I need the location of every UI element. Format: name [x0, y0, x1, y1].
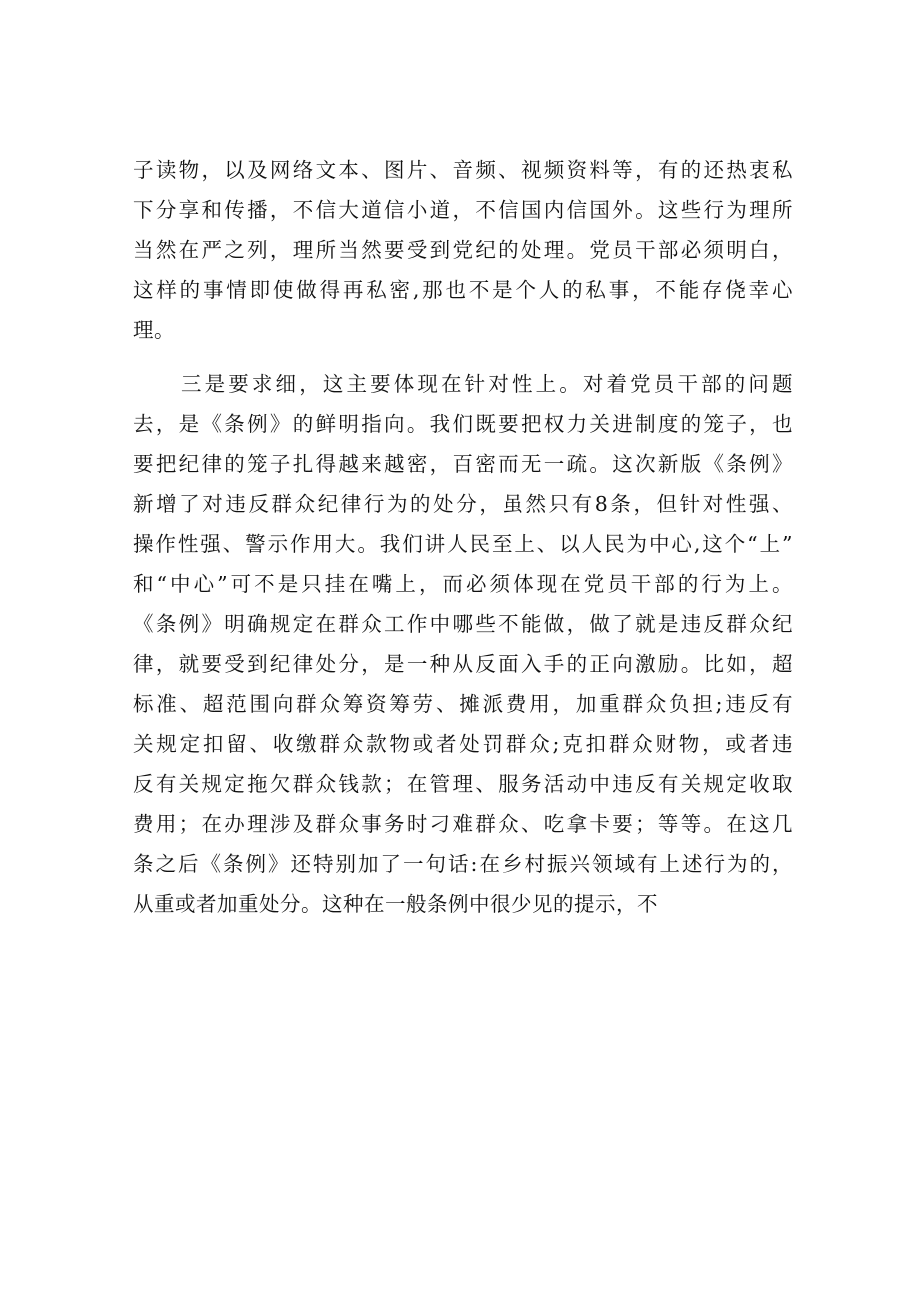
text-line: 和“中心”可不是只挂在嘴上，而必须体现在党员干部的行为上。: [133, 572, 793, 596]
text-line: 要把纪律的笼子扎得越来越密，百密而无一疏。这次新版《条例》: [133, 452, 793, 476]
text-line: 标准、超范围向群众筹资筹劳、摊派费用，加重群众负担;违反有: [133, 692, 793, 716]
text-line: 去，是《条例》的鲜明指向。我们既要把权力关进制度的笼子，也: [133, 412, 793, 436]
text-line: 理。: [133, 318, 175, 342]
text-line: 子读物，以及网络文本、图片、音频、视频资料等，有的还热衷私: [133, 158, 793, 182]
text-line: 条之后《条例》还特别加了一句话:在乡村振兴领域有上述行为的，: [133, 852, 793, 876]
body-text: [133, 150, 793, 924]
text-line: 关规定扣留、收缴群众款物或者处罚群众;克扣群众财物，或者违: [133, 732, 793, 756]
text-line: 三是要求细，这主要体现在针对性上。对着党员干部的问题: [181, 372, 793, 396]
text-line: 这样的事情即使做得再私密,那也不是个人的私事，不能存侥幸心: [133, 278, 793, 302]
text-line: 律，就要受到纪律处分，是一种从反面入手的正向激励。比如，超: [133, 652, 793, 676]
text-line: 从重或者加重处分。这种在一般条例中很少见的提示，不: [133, 892, 658, 916]
text-line: 《条例》明确规定在群众工作中哪些不能做，做了就是违反群众纪: [133, 612, 793, 636]
paragraph-gap: [133, 350, 793, 364]
text-line: 操作性强、警示作用大。我们讲人民至上、以人民为中心,这个“上”: [133, 532, 793, 556]
text-line: 反有关规定拖欠群众钱款；在管理、服务活动中违反有关规定收取: [133, 772, 793, 796]
paragraph-1: [133, 150, 793, 350]
text-line: 下分享和传播，不信大道信小道，不信国内信国外。这些行为理所: [133, 198, 793, 222]
text-line: 费用；在办理涉及群众事务时刁难群众、吃拿卡要；等等。在这几: [133, 812, 793, 836]
text-line: 当然在严之列，理所当然要受到党纪的处理。党员干部必须明白，: [133, 238, 793, 262]
text-line: 新增了对违反群众纪律行为的处分，虽然只有8条，但针对性强、: [133, 492, 793, 516]
paragraph-2: [133, 364, 793, 924]
